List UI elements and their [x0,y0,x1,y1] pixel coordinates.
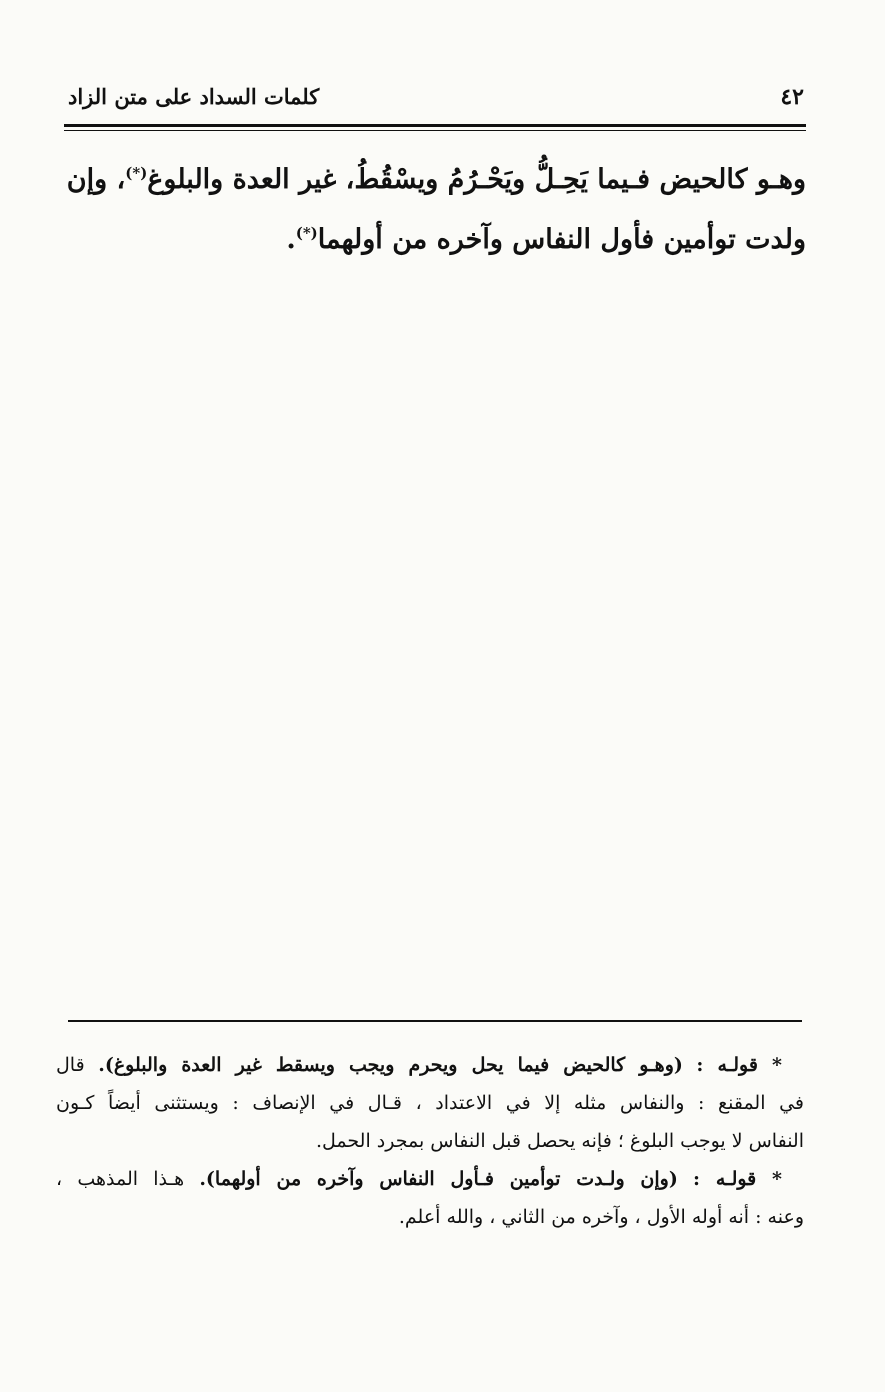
footnote-separator [68,1020,802,1022]
main-text-span: ، وإن [66,164,126,195]
footnote-2-line: وعنه : أنه أوله الأول ، وآخره من الثاني ، والله أعلم. [398,1206,804,1228]
main-text-line [56,150,806,210]
footnote-label: * قولـه : [693,1168,782,1190]
footnote-label: * قولـه : [696,1054,782,1076]
footnote-1-line [56,1046,804,1084]
footnote-quote: (وهـو كالحيض فيما يحل ويحرم ويجب ويسقط غير العدة والبلوغ). [98,1054,683,1076]
header-rule-thin [64,130,806,131]
main-text [56,150,806,270]
page-header [64,84,806,120]
footnote-text: قال [56,1054,85,1076]
running-title: كلمات السداد على متن الزاد [68,84,320,109]
footnotes [56,1046,804,1236]
main-text-span: وهـو كالحيض فـيما يَحِـلُّ ويَحْـرُمُ ويسْقُطُ، غير العدة والبلوغ [147,164,806,195]
footnote-text: هـذا المذهب ، [56,1168,185,1190]
footnote-quote: (وإن ولـدت توأمين فـأول النفاس وآخره من أولهما). [199,1168,678,1190]
footnote-1-line: النفاس لا يوجب البلوغ ؛ فإنه يحصل قبل النفاس بمجرد الحمل. [315,1130,804,1152]
header-rule-thick [64,124,806,127]
main-text-line [56,210,806,270]
footnote-2-line [56,1160,804,1198]
main-text-span: . [286,224,296,255]
page-number: ٤٢ [780,84,804,110]
footnote-marker[interactable]: (*) [295,224,318,242]
footnote-1-line: في المقنع : والنفاس مثله إلا في الاعتداد ، قـال في الإنصاف : ويستثنى أيضاً كـون [56,1092,804,1114]
main-text-span: ولدت توأمين فأول النفاس وآخره من أولهما [317,224,806,255]
footnote-marker[interactable]: (*) [125,164,148,182]
